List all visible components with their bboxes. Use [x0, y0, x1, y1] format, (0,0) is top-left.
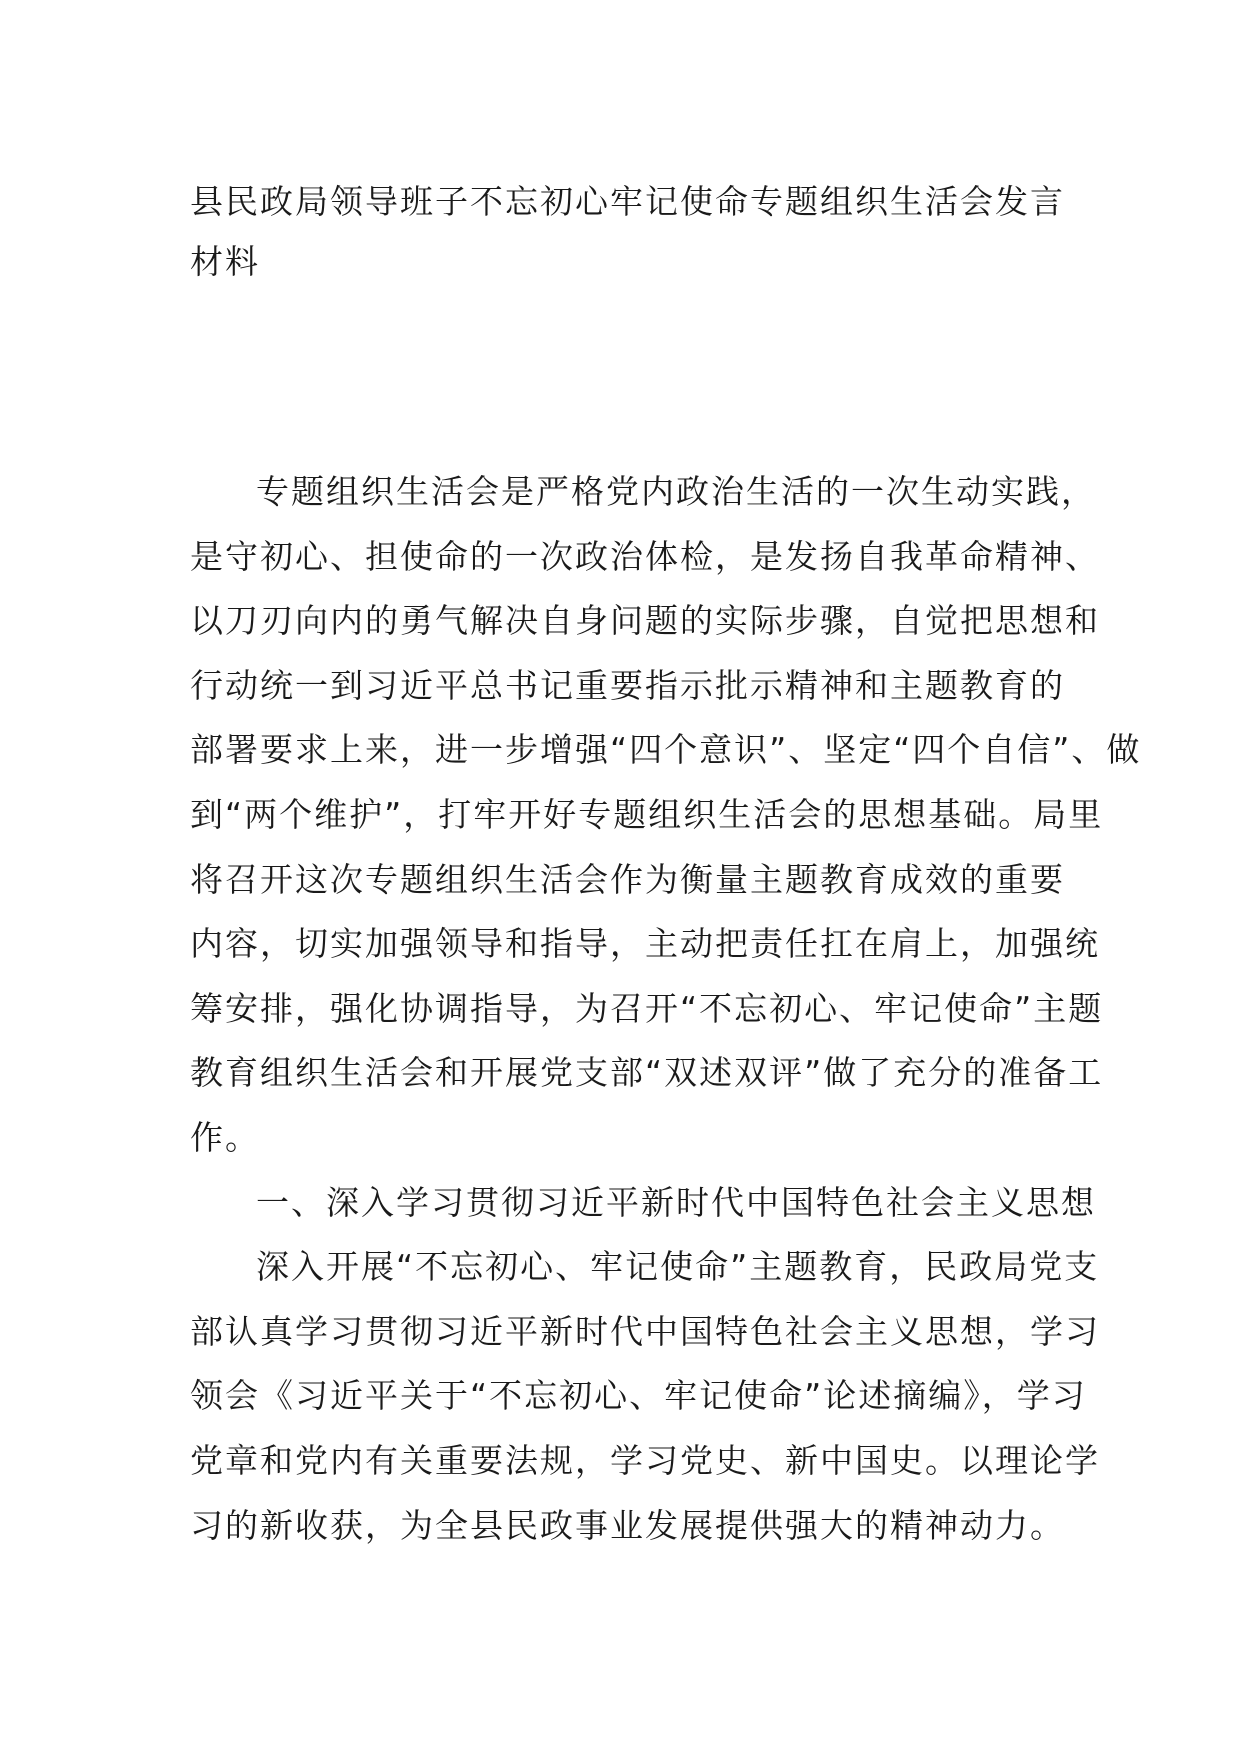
section-heading: 一、深入学习贯彻习近平新时代中国特色社会主义思想	[256, 1182, 1096, 1222]
paragraph-line: 专题组织生活会是严格党内政治生活的一次生动实践，	[256, 472, 1096, 511]
paragraph-line: 深入开展“不忘初心、牢记使命”主题教育，民政局党支	[256, 1247, 1100, 1287]
paragraph-line: 教育组织生活会和开展党支部“双述双评”做了充分的准备工	[190, 1053, 1104, 1093]
paragraph-line: 行动统一到习近平总书记重要指示批示精神和主题教育的	[190, 665, 1065, 705]
paragraph-line: 习的新收获，为全县民政事业发展提供强大的精神动力。	[190, 1505, 1065, 1545]
paragraph-line: 领会《习近平关于“不忘初心、牢记使命”论述摘编》，学习	[190, 1376, 1087, 1416]
paragraph-line: 作。	[190, 1117, 260, 1157]
paragraph-line: 部认真学习贯彻习近平新时代中国特色社会主义思想，学习	[190, 1311, 1100, 1351]
paragraph-line: 是守初心、担使命的一次政治体检，是发扬自我革命精神、	[190, 536, 1100, 576]
paragraph-line: 内容，切实加强领导和指导，主动把责任扛在肩上，加强统	[190, 924, 1100, 964]
paragraph-line: 党章和党内有关重要法规，学习党史、新中国史。以理论学	[190, 1440, 1100, 1480]
document-body	[190, 460, 1142, 1558]
paragraph-line: 到“两个维护”，打牢开好专题组织生活会的思想基础。局里	[190, 794, 1104, 834]
paragraph-line: 部署要求上来，进一步增强“四个意识”、坚定“四个自信”、做	[190, 730, 1142, 770]
paragraph-line: 筹安排，强化协调指导，为召开“不忘初心、牢记使命”主题	[190, 988, 1104, 1028]
paragraph-line: 将召开这次专题组织生活会作为衡量主题教育成效的重要	[190, 859, 1065, 899]
document-title	[190, 172, 1065, 292]
title-line: 材料	[190, 242, 260, 281]
title-line: 县民政局领导班子不忘初心牢记使命专题组织生活会发言	[190, 182, 1065, 221]
paragraph-line: 以刀刃向内的勇气解决自身问题的实际步骤，自觉把思想和	[190, 601, 1100, 641]
